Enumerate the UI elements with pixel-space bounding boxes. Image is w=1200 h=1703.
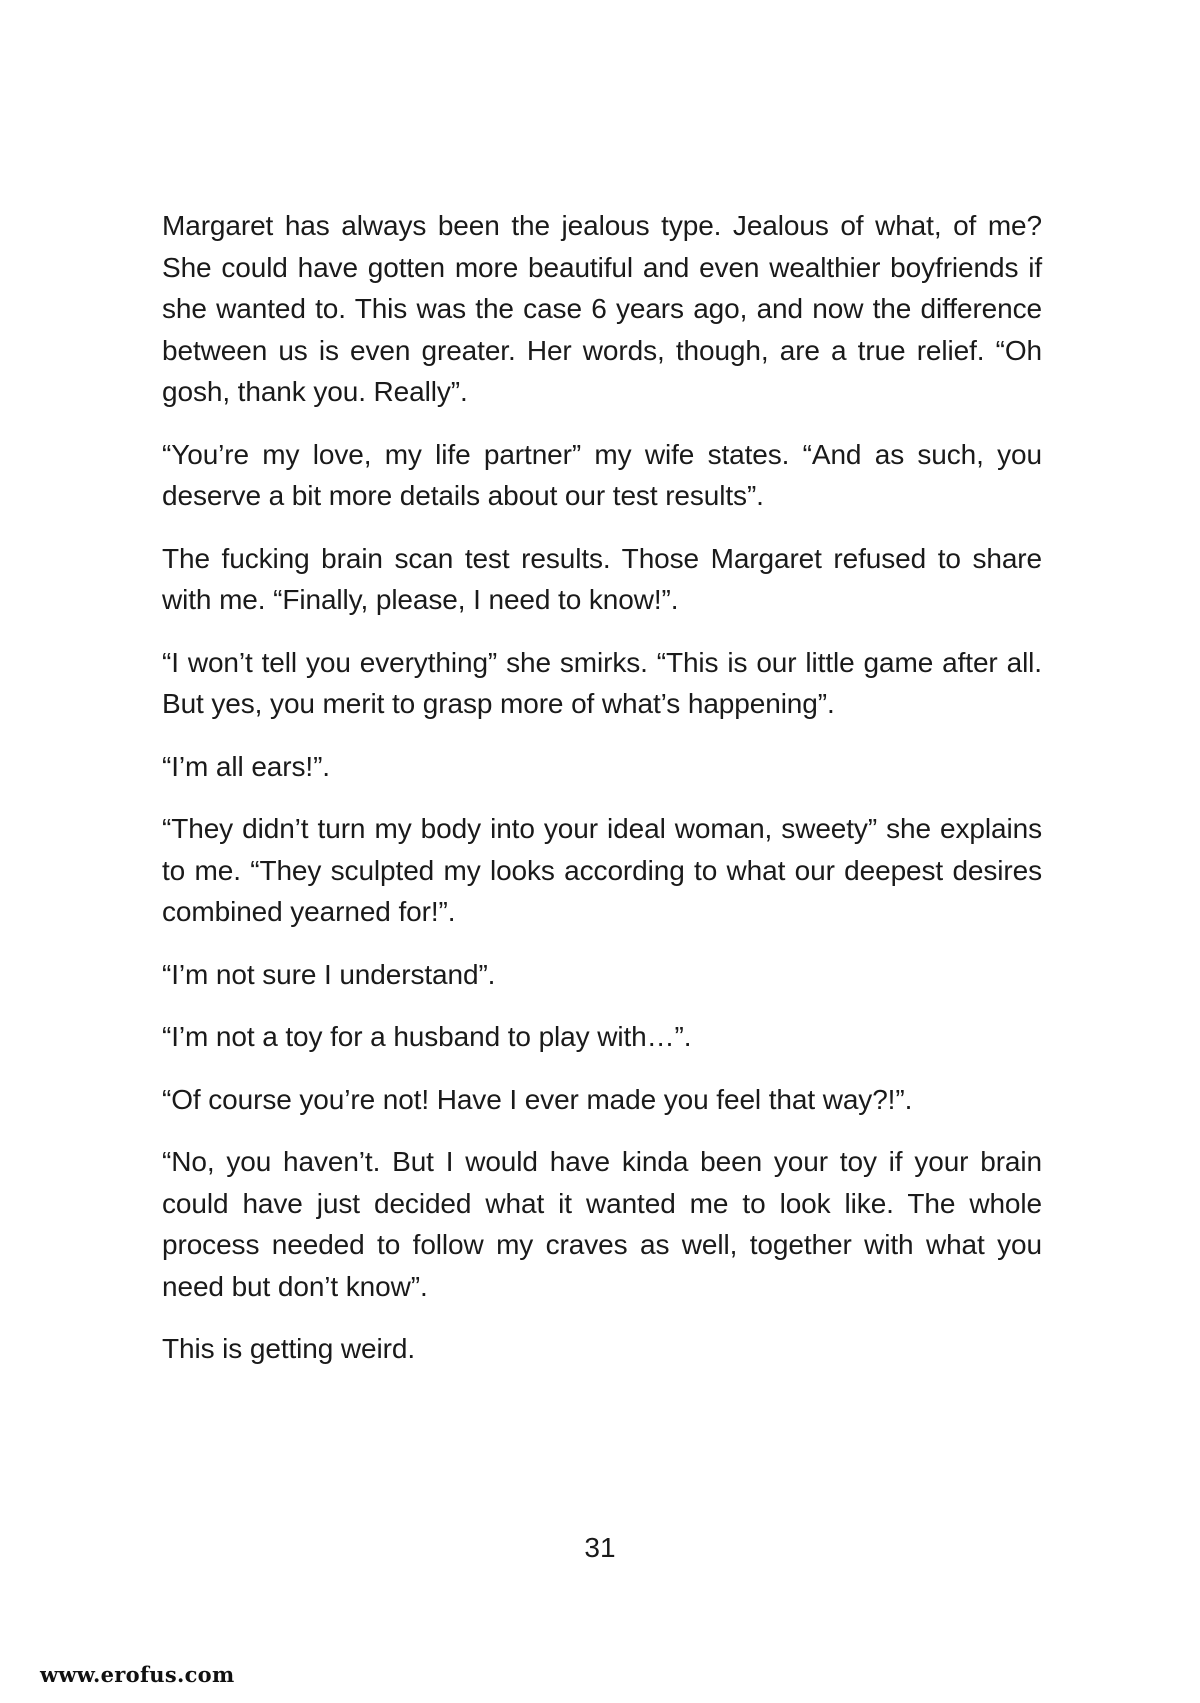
watermark: www.erofus.com (34, 1661, 241, 1689)
paragraph-2: “You’re my love, my life partner” my wife states. “And as such, you deserve a bit more details about our test results”. (162, 438, 1042, 511)
paragraph-9: “Of course you’re not! Have I ever made you feel that way?!”. (162, 1083, 913, 1115)
page-number: 31 (584, 1532, 616, 1563)
paragraph-6: “They didn’t turn my body into your ideal woman, sweety” she explains to me. “They sculpted my looks according to what our deepest desires combined yearned for!”. (162, 813, 1042, 927)
paragraph-5: “I’m all ears!”. (162, 750, 330, 782)
paragraph-1: Margaret has always been the jealous type. Jealous of what, of me? She could have gotten more beautiful and even wealthier boyfriends if she wanted to. This was the case 6 years ago, and now the difference between us is even greater. Her words, though, are a true relief. “Oh gosh, thank you. Really”. (162, 210, 1042, 407)
paragraph-8: “I’m not a toy for a husband to play with…”. (162, 1021, 692, 1052)
paragraph-3: The fucking brain scan test results. Those Margaret refused to share with me. “Finally, please, I need to know!”. (162, 542, 1042, 615)
paragraph-7: “I’m not sure I understand”. (162, 958, 496, 990)
body-text (162, 205, 1042, 1391)
paragraph-11: This is getting weird. (162, 1333, 416, 1364)
paragraph-4: “I won’t tell you everything” she smirks. “This is our little game after all. But yes, you merit to grasp more of what’s happening”. (162, 646, 1042, 719)
paragraph-10: “No, you haven’t. But I would have kinda been your toy if your brain could have just decided what it wanted me to look like. The whole process needed to follow my craves as well, together with what you need but don’t know”. (162, 1146, 1042, 1302)
